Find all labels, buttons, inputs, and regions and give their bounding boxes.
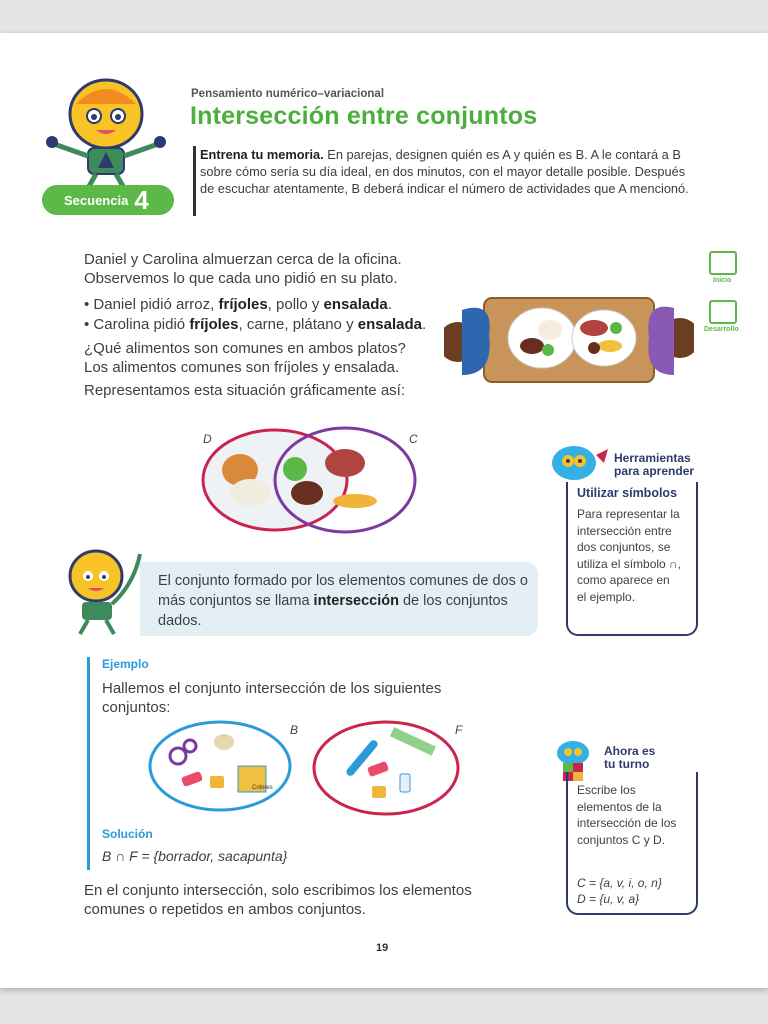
crayon-box-text: Colores [252, 785, 273, 791]
situation-line-2: Observemos lo que cada uno pidió en su plato. [84, 270, 398, 287]
sequence-label: Secuencia [64, 192, 129, 208]
food-venn-diagram [195, 425, 425, 535]
turn-title-2: tu turno [604, 757, 650, 771]
robot-mascot-illustration [36, 74, 176, 199]
turn-set-c: C = {a, v, i, o, n} [577, 876, 662, 890]
page-number: 19 [376, 942, 389, 954]
situation-line-1: Daniel y Carolina almuerzan cerca de la oficina. [84, 251, 402, 268]
turn-box [566, 772, 698, 915]
turn-title-1: Ahora es [604, 744, 656, 758]
lunch-table-illustration [444, 290, 694, 390]
sequence-number: 4 [134, 184, 149, 215]
solution-note: En el conjunto intersección, solo escribimos los elementos comunes o repetidos en ambos conjuntos. [84, 882, 472, 918]
desarrollo-icon[interactable] [709, 300, 737, 324]
tools-title-1: Herramientas [614, 451, 691, 465]
daniel-order: • Daniel pidió arroz, fríjoles, pollo y ensalada. [84, 296, 392, 313]
turn-text: Escribe los elementos de la intersección de los conjuntos C y D. [577, 783, 677, 847]
example-divider [87, 657, 90, 870]
intro-text: En parejas, designen quién es A y quién es B. A le contará a B sobre cómo sería su día ideal, en dos minutos, con el mayor detalle posible. Después de escuchar atentamente, B deberá indicar el número de actividades que A mencionó. [200, 147, 689, 196]
definition-text: El conjunto formado por los elementos comunes de dos o más conjuntos se llama intersección de los conjuntos dados. [158, 573, 528, 629]
inicio-label[interactable]: Inicio [713, 277, 732, 284]
set-f-diagram [312, 716, 462, 816]
situation-question: ¿Qué alimentos son comunes en ambos platos? [84, 340, 406, 357]
situation-represent: Representamos esta situación gráficamente así: [84, 382, 405, 399]
sequence-badge [42, 185, 174, 215]
intro-paragraph [200, 146, 700, 197]
turn-set-d: D = {u, v, a} [577, 892, 640, 906]
inicio-icon[interactable] [709, 251, 737, 275]
subject-label: Pensamiento numérico–variacional [191, 88, 385, 100]
tools-box [566, 482, 698, 636]
solution-expression: B ∩ F = {borrador, sacapunta} [102, 848, 288, 864]
tools-title-2: para aprender [614, 464, 695, 478]
set-d-label: D [203, 432, 212, 446]
robot-mascot-small [54, 544, 154, 638]
set-c-label: C [409, 432, 418, 446]
intro-divider [193, 146, 196, 216]
page-title: Intersección entre conjuntos [190, 102, 538, 130]
tools-subtitle: Utilizar símbolos [577, 486, 678, 500]
tools-mascot-icon [546, 441, 612, 487]
set-b-diagram [148, 716, 298, 814]
situation-answer: Los alimentos comunes son fríjoles y ensalada. [84, 359, 400, 376]
solution-label: Solución [102, 827, 153, 841]
tools-text: Para representar la intersección entre dos conjuntos, se utiliza el símbolo ∩, como aparece en el ejemplo. [577, 507, 681, 604]
set-b-label: B [290, 723, 299, 737]
example-text: Hallemos el conjunto intersección de los siguientes conjuntos: [102, 680, 442, 716]
intro-bold: Entrena tu memoria. [200, 147, 324, 162]
desarrollo-label[interactable]: Desarrollo [704, 326, 739, 333]
example-label: Ejemplo [102, 657, 149, 671]
set-f-label: F [455, 723, 463, 737]
carolina-order: • Carolina pidió fríjoles, carne, plátano y ensalada. [84, 316, 427, 333]
